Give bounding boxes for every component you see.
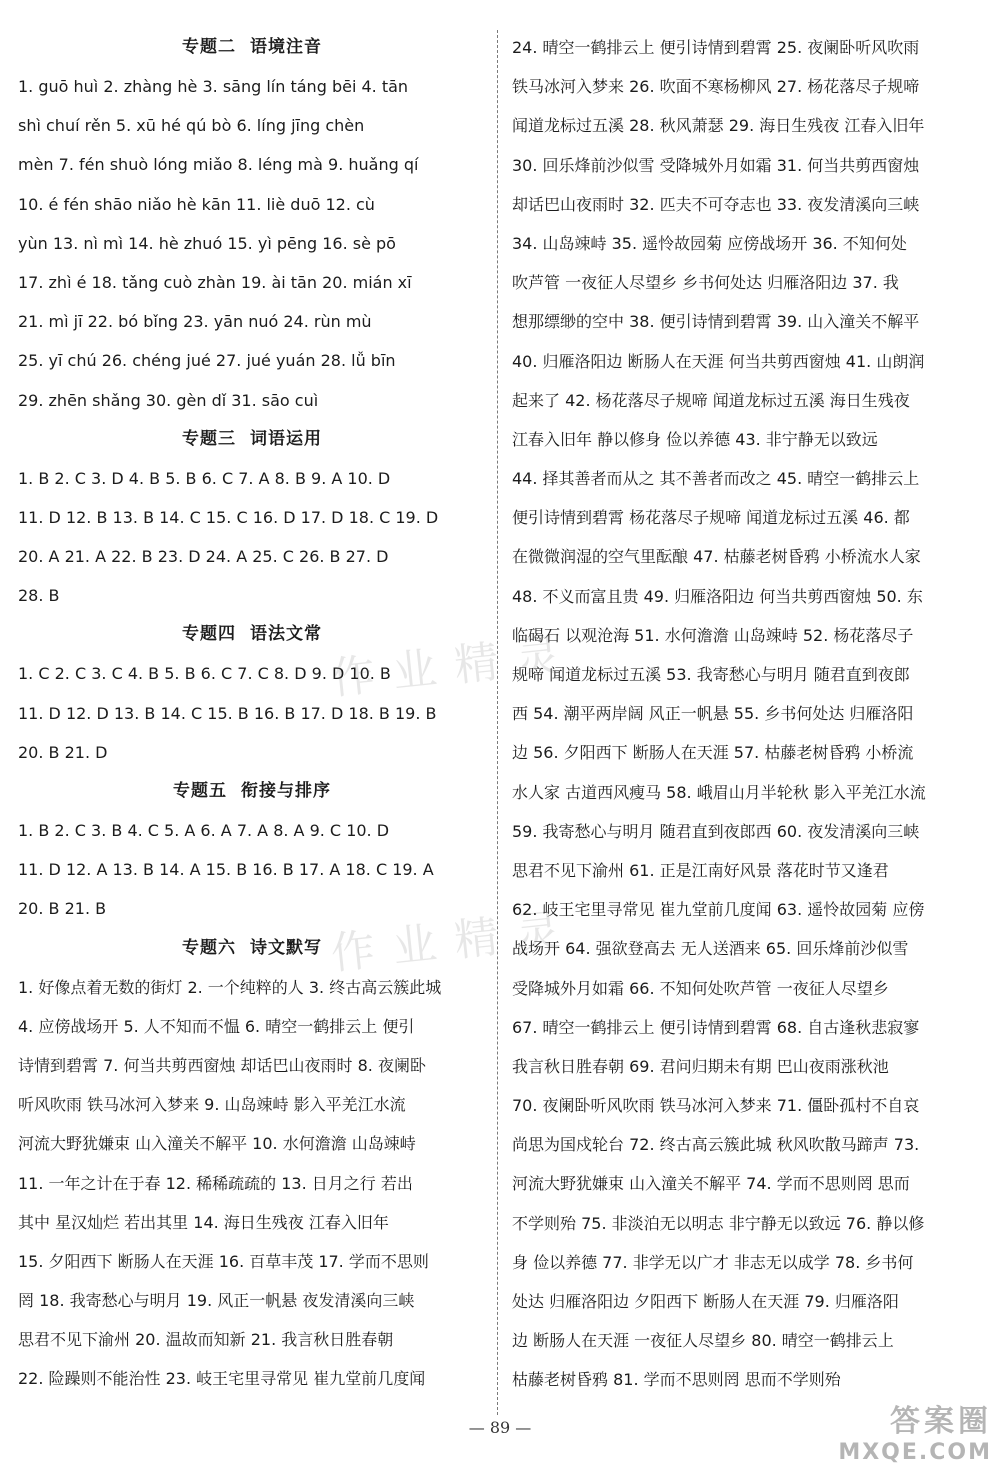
right-column xyxy=(512,28,982,1400)
answer-line: 15. 夕阳西下 断肠人在天涯 16. 百草丰茂 17. 学而不思则 xyxy=(18,1251,429,1271)
answer-line: 21. mì jī 22. bó bǐng 23. yān nuó 24. rùn mù xyxy=(18,312,372,332)
answer-line: 吹芦管 一夜征人尽望乡 乡书何处达 归雁洛阳边 37. 我 xyxy=(512,273,899,293)
answer-line: 却话巴山夜雨时 32. 匹夫不可夺志也 33. 夜发清溪向三峡 xyxy=(512,194,920,214)
answer-line: 44. 择其善者而从之 其不善者而改之 45. 晴空一鹤排云上 xyxy=(512,469,920,489)
answer-line: shì chuí rěn 5. xū hé qú bò 6. líng jīng chèn xyxy=(18,116,365,136)
stamp-line1: 答案圈 xyxy=(890,1404,992,1439)
left-column xyxy=(18,28,486,1399)
answer-line: yùn 13. nì mì 14. hè zhuó 15. yì pēng 16. sè pō xyxy=(18,233,396,253)
answer-line: 1. guō huì 2. zhàng hè 3. sāng lín táng bēi 4. tān xyxy=(18,77,409,96)
answer-line: 1. 好像点着无数的街灯 2. 一个纯粹的人 3. 终古高云簇此城 xyxy=(18,977,442,997)
answer-line: 铁马冰河入梦来 26. 吹面不寒杨柳风 27. 杨花落尽子规啼 xyxy=(512,77,920,97)
answer-line: 20. B 21. D xyxy=(18,742,108,762)
answer-line: 河流大野犹嫌束 山入潼关不解平 74. 学而不思则罔 思而 xyxy=(512,1174,910,1194)
answer-line: 40. 归雁洛阳边 断肠人在天涯 何当共剪西窗烛 41. 山朗润 xyxy=(512,351,925,371)
answer-line: 河流大野犹嫌束 山入潼关不解平 10. 水何澹澹 山岛竦峙 xyxy=(18,1134,416,1154)
answer-line: 1. B 2. C 3. B 4. C 5. A 6. A 7. A 8. A 9. C 10. D xyxy=(18,821,390,840)
answer-line: 70. 夜阑卧听风吹雨 铁马冰河入梦来 71. 僵卧孤村不自哀 xyxy=(512,1096,920,1116)
answer-line: 起来了 42. 杨花落尽子规啼 闻道龙标过五溪 海日生残夜 xyxy=(512,390,910,410)
answer-line: 受降城外月如霜 66. 不知何处吹芦管 一夜征人尽望乡 xyxy=(512,978,889,998)
answer-line: 1. C 2. C 3. C 4. B 5. B 6. C 7. C 8. D 9. D 10. B xyxy=(18,664,391,684)
answer-line: 62. 岐王宅里寻常见 崔九堂前几度闻 63. 遥怜故园菊 应傍 xyxy=(512,900,925,920)
answer-line: 便引诗情到碧霄 杨花落尽子规啼 闻道龙标过五溪 46. 都 xyxy=(512,508,910,528)
answer-line: 48. 不义而富且贵 49. 归雁洛阳边 何当共剪西窗烛 50. 东 xyxy=(512,586,923,606)
answer-line: 听风吹雨 铁马冰河入梦来 9. 山岛竦峙 影入平羌江水流 xyxy=(18,1095,406,1115)
answer-line: 17. zhì é 18. tǎng cuò zhàn 19. ài tān 20. mián xī xyxy=(18,272,412,292)
answer-line: 11. D 12. B 13. B 14. C 15. C 16. D 17. D 18. C 19. D xyxy=(18,507,439,527)
section-title: 语法文常 xyxy=(250,624,322,645)
answer-line: 11. D 12. A 13. B 14. A 15. B 16. B 17. A 18. C 19. A xyxy=(18,860,434,880)
answer-line: 28. B xyxy=(18,586,60,606)
answer-line: 30. 回乐烽前沙似雪 受降城外月如霜 31. 何当共剪西窗烛 xyxy=(512,155,920,175)
answer-line: 思君不见下渝州 20. 温故而知新 21. 我言秋日胜春朝 xyxy=(18,1330,394,1350)
answer-line: 江春入旧年 静以修身 俭以养德 43. 非宁静无以致远 xyxy=(512,429,878,449)
answer-line: 诗情到碧霄 7. 何当共剪西窗烛 却话巴山夜雨时 8. 夜阑卧 xyxy=(18,1055,426,1075)
answer-line: 不学则殆 75. 非淡泊无以明志 非宁静无以致远 76. 静以修 xyxy=(512,1213,925,1233)
answer-line: 59. 我寄愁心与明月 随君直到夜郎西 60. 夜发清溪向三峡 xyxy=(512,821,920,841)
answer-line: 10. é fén shāo niǎo hè kān 11. liè duō 12. cù xyxy=(18,194,375,214)
answer-line: 边 56. 夕阳西下 断肠人在天涯 57. 枯藤老树昏鸦 小桥流 xyxy=(512,743,914,763)
watermark: 作业精灵 xyxy=(328,628,581,705)
stamp-line2: MXQE.COM xyxy=(838,1440,992,1465)
section-title: 衔接与排序 xyxy=(241,781,331,801)
answer-line: 水人家 古道西风瘦马 58. 峨眉山月半轮秋 影入平羌江水流 xyxy=(512,782,926,802)
answer-line: 其中 星汉灿烂 若出其里 14. 海日生残夜 江春入旧年 xyxy=(18,1212,389,1232)
section-number: 专题四 xyxy=(182,624,236,645)
answer-line: mèn 7. fén shuò lóng miǎo 8. léng mà 9. huǎng qí xyxy=(18,155,419,175)
answer-line: 尚思为国戍轮台 72. 终古高云簇此城 秋风吹散马蹄声 73. xyxy=(512,1135,920,1155)
answer-line: 29. zhēn shǎng 30. gèn dǐ 31. sāo cuì xyxy=(18,390,319,410)
answer-line: 身 俭以养德 77. 非学无以广才 非志无以成学 78. 乡书何 xyxy=(512,1252,914,1272)
answer-line: 22. 险躁则不能治性 23. 岐王宅里寻常见 崔九堂前几度闻 xyxy=(18,1369,426,1389)
answer-line: 规啼 闻道龙标过五溪 53. 我寄愁心与明月 随君直到夜郎 xyxy=(512,665,910,684)
section-heading xyxy=(18,772,486,811)
answer-line: 处达 归雁洛阳边 夕阳西下 断肠人在天涯 79. 归雁洛阳 xyxy=(512,1292,899,1311)
watermark: 作业精灵 xyxy=(328,903,581,980)
answer-line: 想那缥缈的空中 38. 便引诗情到碧霄 39. 山入潼关不解平 xyxy=(512,312,920,332)
section-number: 专题三 xyxy=(182,428,236,449)
site-stamp-logo xyxy=(838,1396,992,1465)
answer-line: 1. B 2. C 3. D 4. B 5. B 6. C 7. A 8. B 9. A 10. D xyxy=(18,468,391,488)
answer-line: 闻道龙标过五溪 28. 秋风萧瑟 29. 海日生残夜 江春入旧年 xyxy=(512,116,925,136)
section-number: 专题六 xyxy=(182,937,236,958)
answer-line: 在微微润湿的空气里酝酿 47. 枯藤老树昏鸦 小桥流水人家 xyxy=(512,547,921,567)
answer-line: 4. 应傍战场开 5. 人不知而不愠 6. 晴空一鹤排云上 便引 xyxy=(18,1016,415,1036)
answer-line: 11. D 12. D 13. B 14. C 15. B 16. B 17. D 18. B 19. B xyxy=(18,703,437,723)
answer-line: 25. yī chú 26. chéng jué 27. jué yuán 28. lǚ bīn xyxy=(18,351,396,371)
answer-line: 枯藤老树昏鸦 81. 学而不思则罔 思而不学则殆 xyxy=(512,1370,841,1390)
section-title: 诗文默写 xyxy=(250,937,322,958)
section-title: 词语运用 xyxy=(250,428,322,449)
answer-line: 11. 一年之计在于春 12. 稀稀疏疏的 13. 日月之行 若出 xyxy=(18,1173,413,1193)
answer-line: 67. 晴空一鹤排云上 便引诗情到碧霄 68. 自古逢秋悲寂寥 xyxy=(512,1017,920,1037)
section-number: 专题五 xyxy=(173,781,227,801)
answer-line: 思君不见下渝州 61. 正是江南好风景 落花时节又逢君 xyxy=(512,860,889,880)
answer-line: 战场开 64. 强欲登高去 无人送酒来 65. 回乐烽前沙似雪 xyxy=(512,939,909,959)
answer-line: 20. A 21. A 22. B 23. D 24. A 25. C 26. B 27. D xyxy=(18,547,389,567)
answer-line: 边 断肠人在天涯 一夜征人尽望乡 80. 晴空一鹤排云上 xyxy=(512,1331,894,1351)
column-divider xyxy=(497,30,498,1415)
section-heading xyxy=(18,28,486,67)
answer-line: 我言秋日胜春朝 69. 君问归期未有期 巴山夜雨涨秋池 xyxy=(512,1056,889,1076)
section-number: 专题二 xyxy=(182,37,236,57)
answer-line: 24. 晴空一鹤排云上 便引诗情到碧霄 25. 夜阑卧听风吹雨 xyxy=(512,38,920,57)
section-heading xyxy=(18,420,486,459)
answer-line: 罔 18. 我寄愁心与明月 19. 风正一帆悬 夜发清溪向三峡 xyxy=(18,1291,415,1311)
answer-line: 34. 山岛竦峙 35. 遥怜故园菊 应傍战场开 36. 不知何处 xyxy=(512,233,907,253)
answer-line: 20. B 21. B xyxy=(18,899,107,919)
section-title: 语境注音 xyxy=(250,37,322,57)
page-number: — 89 — xyxy=(468,1418,532,1437)
answer-line: 西 54. 潮平两岸阔 风正一帆悬 55. 乡书何处达 归雁洛阳 xyxy=(512,704,914,724)
answer-line: 临碣石 以观沧海 51. 水何澹澹 山岛竦峙 52. 杨花落尽子 xyxy=(512,625,914,645)
